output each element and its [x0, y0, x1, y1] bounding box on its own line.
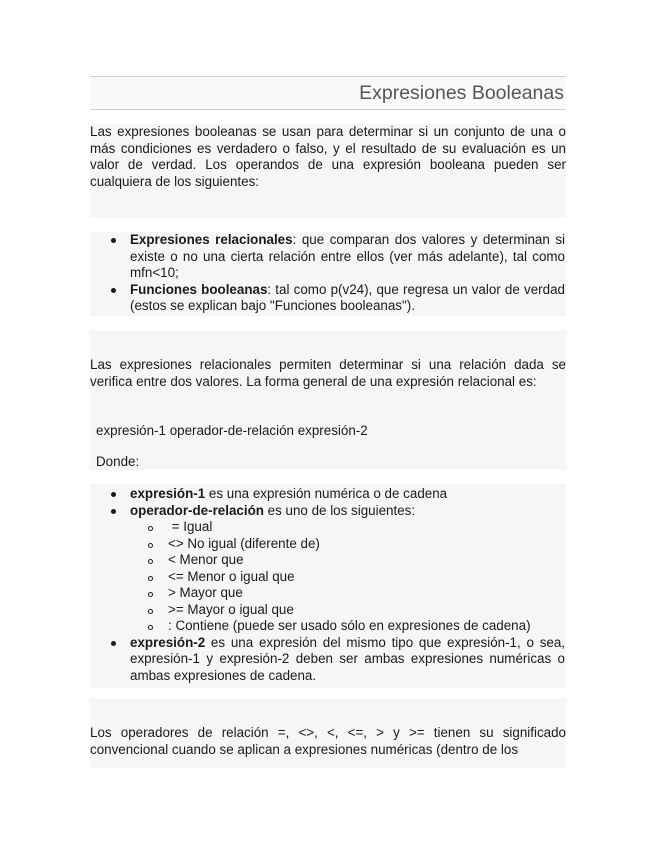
list-item — [130, 232, 566, 282]
closing-paragraph: Los operadores de relación =, <>, <, <=, > y >= tienen su significado convencional cuando se aplican a expresiones numéricas (dentro de los — [90, 725, 566, 757]
description: es una expresión del mismo tipo que expresión-1, o sea, expresión-1 y expresión-2 deben ser ambas expresiones numéricas o ambas expresiones de cadena. — [130, 634, 565, 683]
list-item — [130, 486, 566, 503]
definitions-list — [90, 484, 566, 684]
operand-types-list — [90, 232, 566, 315]
operand-types-section — [90, 232, 566, 316]
list-item — [130, 635, 566, 685]
operator-item: < Menor que — [168, 552, 565, 569]
page-title: Expresiones Booleanas — [359, 82, 564, 104]
term: Expresiones relacionales — [130, 232, 293, 247]
term: expresión-1 — [130, 486, 206, 501]
operator-item: <> No igual (diferente de) — [168, 536, 565, 553]
operators-list — [130, 519, 565, 635]
definitions-section — [90, 484, 566, 688]
operator-item: > Mayor que — [168, 585, 565, 602]
operator-item: = Igual — [168, 519, 565, 536]
operator-item: >= Mayor o igual que — [168, 602, 565, 619]
list-item — [130, 282, 566, 315]
where-label: Donde: — [96, 454, 140, 469]
description: es uno de los siguientes: — [263, 502, 416, 518]
general-form: expresión-1 operador-de-relación expresión-2 — [96, 423, 368, 438]
description: : tal como p(v24), que regresa un valor de verdad (estos se explican bajo "Funciones booleanas"). — [130, 281, 565, 313]
title-bar — [90, 76, 566, 110]
term: expresión-2 — [130, 634, 206, 650]
intro-paragraph: Las expresiones booleanas se usan para determinar si un conjunto de una o más condiciones es verdadero o falso, y el resultado de su evaluación es un valor de verdad. Los operandos de una expresión booleana pueden ser cualquiera de los siguientes: — [90, 124, 566, 189]
operator-item: <= Menor o igual que — [168, 569, 565, 586]
intro-section — [90, 124, 566, 218]
description: : que comparan dos valores y determinan si existe o no una cierta relación entre ellos (ver más adelante), tal como mfn<10; — [130, 232, 566, 280]
term: Funciones booleanas — [130, 281, 268, 297]
relational-intro: Las expresiones relacionales permiten determinar si una relación dada se verifica entre dos valores. La forma general de una expresión relacional es: — [90, 357, 566, 389]
term: operador-de-relación — [130, 502, 264, 518]
operator-item: : Contiene (puede ser usado sólo en expresiones de cadena) — [168, 618, 565, 635]
list-item — [130, 503, 566, 635]
relational-section — [90, 330, 566, 470]
description: es una expresión numérica o de cadena — [205, 486, 448, 501]
closing-section — [90, 698, 566, 768]
